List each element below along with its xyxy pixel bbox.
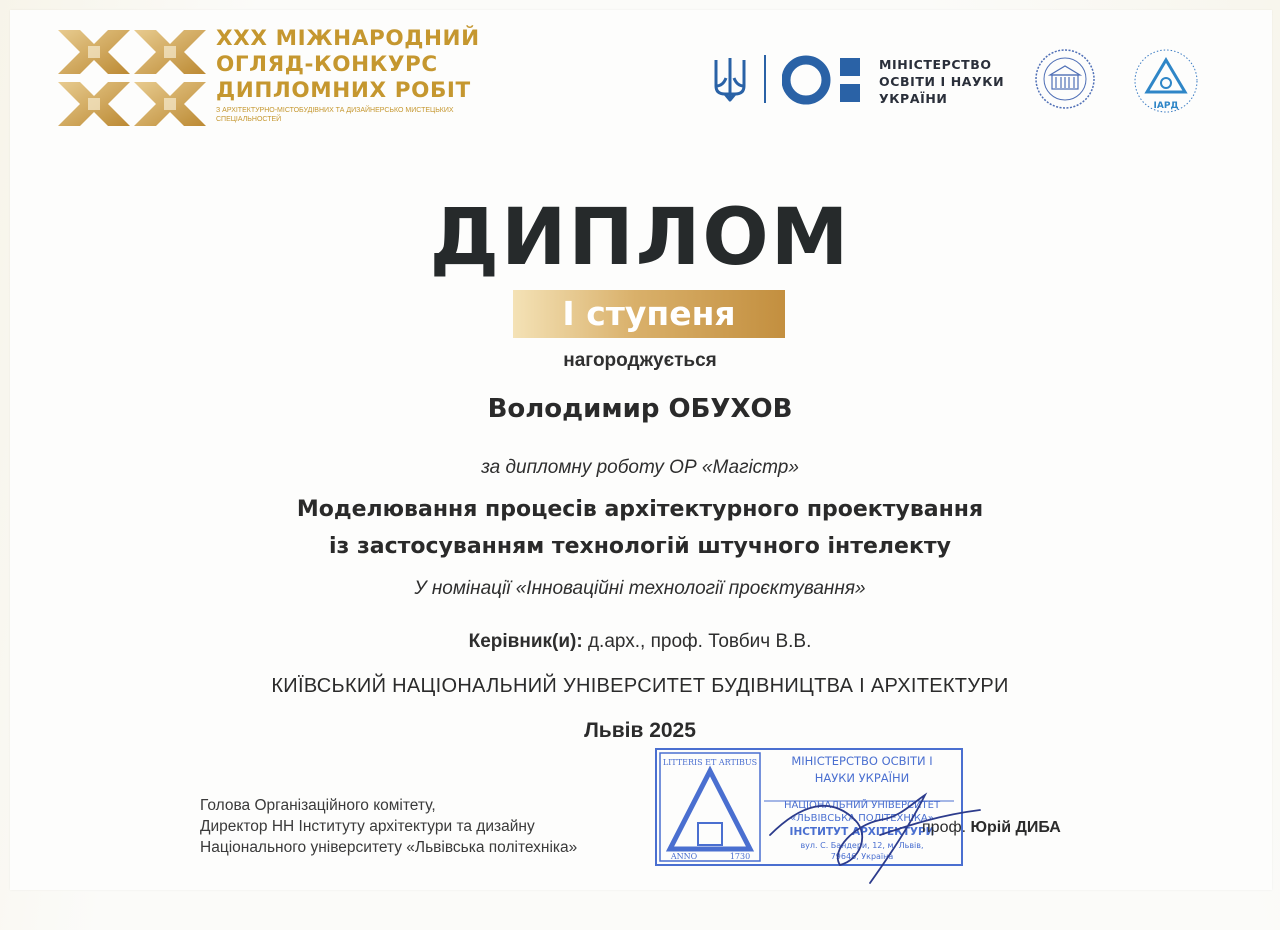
stamp-year-left: ANNO	[670, 852, 698, 861]
university-seal-icon	[1034, 48, 1096, 110]
event-title-line: ДИПЛОМНИХ РОБІТ	[216, 78, 471, 103]
event-subtitle: З АРХІТЕКТУРНО-МІСТОБУДІВНИХ ТА ДИЗАЙНЕРСЬКО МИСТЕЦЬКИХ СПЕЦІАЛЬНОСТЕЙ	[216, 107, 454, 123]
degree-badge: І ступеня	[513, 290, 785, 338]
ministry-name	[879, 56, 1004, 107]
city-year: Львів 2025	[584, 719, 696, 742]
signer-line: Національного університету «Львівська політехніка»	[200, 839, 578, 856]
supervisor-line	[0, 631, 1280, 653]
header-divider	[764, 55, 766, 103]
recipient-name: Володимир ОБУХОВ	[487, 394, 793, 424]
ministry-line: УКРАЇНИ	[879, 91, 948, 106]
thesis-title-line-2: із застосуванням технологій штучного інтелекту	[329, 534, 951, 559]
stamp-motto: LITTERIS ET ARTIBUS	[662, 758, 758, 767]
ministry-logo-icon	[782, 54, 866, 106]
stamp-line-6: вул. С. Бандери, 12, м. Львів,	[800, 841, 924, 850]
event-title-line: ОГЛЯД-КОНКУРС	[216, 52, 438, 77]
paper-sheet	[10, 10, 1272, 890]
signer-line: Голова Організаційного комітету,	[200, 797, 436, 814]
signer-name-text: Юрій ДИБА	[970, 819, 1061, 836]
nomination-text: У номінації «Інноваційні технології проєктування»	[414, 578, 866, 599]
stamp-line-5: ІНСТИТУТ АРХІТЕКТУРИ	[789, 826, 935, 838]
awarded-text: нагороджується	[563, 350, 717, 371]
supervisor-name: д.арх., проф. Товбич В.В.	[582, 631, 812, 652]
signer-position	[200, 795, 670, 858]
signer-line: Директор НН Інституту архітектури та дизайну	[200, 818, 535, 835]
stamp-line-4: «ЛЬВІВСЬКА ПОЛІТЕХНІКА»	[790, 813, 934, 824]
stamp-line-1: МІНІСТЕРСТВО ОСВІТИ І	[791, 754, 933, 768]
diploma-title: ДИПЛОМ	[429, 193, 851, 283]
stamp-line-7: 79646, Україна	[830, 852, 894, 861]
event-title	[216, 26, 496, 124]
trident-icon	[713, 56, 747, 102]
for-work-text: за дипломну роботу ОР «Магістр»	[481, 457, 799, 478]
stamp-year-right: 1730	[729, 852, 751, 861]
iard-label: ІАРД	[1153, 101, 1179, 111]
ministry-line: МІНІСТЕРСТВО	[879, 57, 992, 72]
iard-emblem-icon	[1133, 48, 1199, 114]
university-name: КИЇВСЬКИЙ НАЦІОНАЛЬНИЙ УНІВЕРСИТЕТ БУДІВНИЦТВА І АРХІТЕКТУРИ	[271, 675, 1009, 697]
event-title-line: XXX МІЖНАРОДНИЙ	[216, 26, 480, 51]
ministry-line: ОСВІТИ І НАУКИ	[879, 74, 1005, 89]
stamp-line-3: НАЦІОНАЛЬНИЙ УНІВЕРСИТЕТ	[783, 800, 941, 811]
event-logo-icon	[58, 30, 206, 126]
stamp-line-2: НАУКИ УКРАЇНИ	[814, 771, 910, 785]
supervisor-label: Керівник(и):	[468, 631, 583, 652]
signer-title: проф.	[922, 819, 971, 836]
thesis-title-line-1: Моделювання процесів архітектурного проектування	[296, 497, 984, 522]
signer-name	[922, 819, 1061, 837]
